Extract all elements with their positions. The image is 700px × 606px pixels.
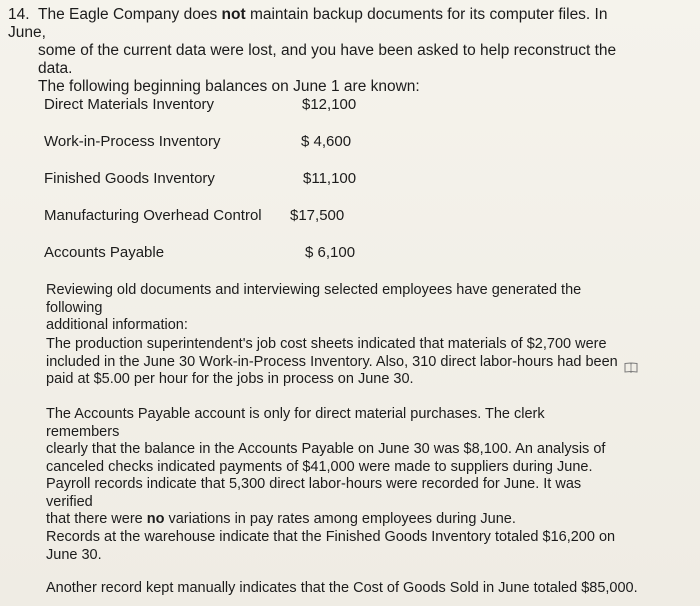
balance-label: Direct Materials Inventory [44, 96, 215, 113]
intro-line: additional information: [46, 317, 188, 333]
paragraph-line: June 30. [46, 546, 102, 563]
balance-row [44, 133, 374, 151]
paragraph-accounts-payable [46, 406, 621, 476]
balance-row [44, 207, 374, 225]
question-text-1b: maintain backup documents for its computer files. In June, [8, 6, 608, 41]
paragraph-line: paid at $5.00 per hour for the jobs in process on June 30. [46, 371, 414, 387]
paragraph-payroll [46, 476, 621, 529]
question-text-3: The following beginning balances on June 1 are known: [38, 78, 420, 95]
question-text-bold: not [221, 6, 246, 23]
question-text-1a: The Eagle Company does [38, 6, 222, 23]
balance-value: $17,500 [290, 207, 345, 224]
paragraph-line: The Accounts Payable account is only for direct material purchases. The clerk remembers [46, 406, 545, 440]
paragraph-line: included in the June 30 Work-in-Process Inventory. Also, 310 direct labor-hours had been [46, 353, 618, 370]
paragraph-job-cost [46, 336, 621, 389]
balance-label: Work-in-Process Inventory [44, 133, 221, 150]
paragraph-line: Payroll records indicate that 5,300 direct labor-hours were recorded for June. It was verified [46, 476, 582, 510]
balance-label: Finished Goods Inventory [44, 170, 215, 187]
balance-value: $11,100 [303, 170, 357, 187]
question-text-2: some of the current data were lost, and you have been asked to help reconstruct the data. [38, 42, 617, 77]
balance-row [44, 244, 374, 262]
intro-paragraph [46, 282, 621, 335]
paragraph-line: The production superintendent's job cost sheets indicated that materials of $2,700 were [46, 336, 607, 352]
text-run: that there were [46, 511, 147, 527]
paragraph-line: canceled checks indicated payments of $41,000 were made to suppliers during June. [46, 458, 593, 475]
balance-label: Accounts Payable [44, 244, 165, 261]
balance-row [44, 96, 374, 114]
balance-label: Manufacturing Overhead Control [44, 207, 262, 224]
question-number: 14. [8, 6, 30, 23]
intro-line: Reviewing old documents and interviewing selected employees have generated the following [46, 282, 582, 316]
paragraph-line: Records at the warehouse indicate that the Finished Goods Inventory totaled $16,200 on [46, 529, 616, 545]
paragraph-warehouse [46, 529, 621, 564]
book-icon[interactable] [624, 362, 638, 373]
balance-row [44, 170, 374, 188]
paragraph-cogs [46, 580, 646, 598]
balance-value: $ 6,100 [305, 244, 356, 261]
balance-value: $ 4,600 [301, 133, 352, 150]
bold-text: no [146, 511, 165, 527]
paragraph-line [46, 511, 621, 529]
paragraph-line: Another record kept manually indicates that the Cost of Goods Sold in June totaled $85,000. [46, 580, 638, 596]
question-header [8, 6, 648, 96]
paragraph-line: clearly that the balance in the Accounts Payable on June 30 was $8,100. An analysis of [46, 441, 606, 457]
balance-value: $12,100 [302, 96, 357, 113]
text-run: variations in pay rates among employees during June. [164, 511, 516, 527]
